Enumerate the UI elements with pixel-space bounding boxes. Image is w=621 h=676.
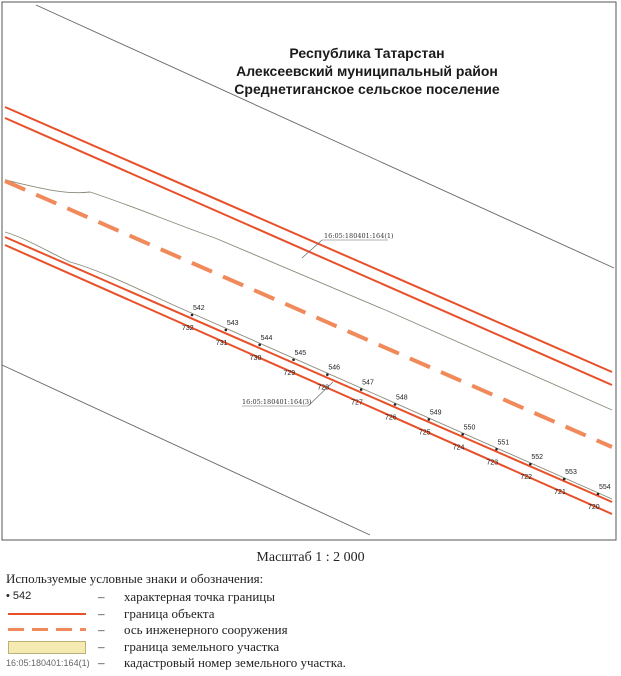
title-line-district: Алексеевский муниципальный район <box>236 63 498 79</box>
legend-row-parcel-boundary <box>6 639 616 656</box>
point-label-lower: 732 <box>182 325 194 332</box>
point-label-upper: 552 <box>531 454 544 462</box>
point-label-lower: 722 <box>520 474 533 482</box>
point-label-lower: 725 <box>418 429 431 437</box>
point-label-upper: 542 <box>193 305 205 312</box>
engineering-axis-line <box>5 181 612 447</box>
parcel-boundary-upper <box>5 180 612 410</box>
point-label-upper: 550 <box>463 424 476 432</box>
legend-cadastral-symbol: 16:05:180401:164(1) <box>6 658 90 668</box>
point-label-upper: 551 <box>497 439 510 447</box>
point-label-upper: 553 <box>565 469 577 477</box>
svg-text:16:05:180401:164(1): 16:05:180401:164(1) <box>324 232 394 240</box>
boundary-point-551 <box>495 448 498 451</box>
legend-dash: – <box>98 638 105 654</box>
legend-parcel-boundary-symbol <box>6 639 86 655</box>
point-label-upper: 549 <box>429 409 442 417</box>
legend-dash: – <box>98 622 105 637</box>
boundary-point-548 <box>394 403 397 406</box>
legend-text-engineering-axis: ось инженерного сооружения <box>124 622 288 637</box>
legend-object-boundary-symbol <box>6 606 86 622</box>
point-label-upper: 548 <box>396 394 408 402</box>
point-label-lower: 728 <box>317 384 330 392</box>
parcel-boundary-lower <box>5 232 612 499</box>
point-label-upper: 544 <box>260 334 273 342</box>
title-line-settlement: Среднетиганское сельское поселение <box>234 81 500 97</box>
bottom-diagonal-boundary <box>2 365 370 535</box>
boundary-point-546 <box>326 373 329 376</box>
point-label-lower: 726 <box>385 414 397 422</box>
point-label-lower: 723 <box>486 459 499 467</box>
point-label-lower: 724 <box>452 444 465 452</box>
title-line-republic: Республика Татарстан <box>289 45 445 61</box>
point-label-upper: 554 <box>599 484 611 491</box>
point-label-lower: 729 <box>283 369 296 377</box>
boundary-point-547 <box>360 388 363 391</box>
object-boundary-line-2 <box>5 118 612 385</box>
legend-engineering-axis-symbol <box>6 622 86 638</box>
boundary-point-544 <box>258 344 261 347</box>
legend-dash: – <box>98 605 105 621</box>
legend-text-cadastral-number: кадастровый номер земельного участка. <box>124 655 346 670</box>
legend-text-point: характерная точка границы <box>124 589 275 604</box>
boundary-point-545 <box>292 358 295 361</box>
point-label-lower: 730 <box>249 354 262 362</box>
point-label-upper: 543 <box>226 319 239 327</box>
boundary-point-549 <box>428 418 431 421</box>
point-label-lower: 731 <box>215 339 228 347</box>
legend-text-object-boundary: граница объекта <box>124 605 215 621</box>
map-title <box>234 45 500 97</box>
legend <box>6 571 616 672</box>
legend-dash: – <box>98 589 105 604</box>
legend-point-symbol: • 542 <box>6 590 32 602</box>
boundary-point-550 <box>461 433 464 436</box>
legend-text-parcel-boundary: граница земельного участка <box>124 638 280 654</box>
scale-text: Масштаб 1 : 2 000 <box>256 550 365 565</box>
boundary-point-554 <box>597 493 600 496</box>
point-label-upper: 545 <box>294 349 307 357</box>
object-boundary-line-1 <box>5 107 612 372</box>
legend-row-cadastral-number <box>6 655 616 672</box>
svg-text:16:05:180401:164(3): 16:05:180401:164(3) <box>242 398 312 406</box>
point-label-lower: 727 <box>351 399 363 407</box>
point-label-lower: 721 <box>554 489 566 497</box>
point-label-upper: 546 <box>328 364 341 372</box>
point-label-lower: 720 <box>588 504 600 511</box>
point-label-upper: 547 <box>362 379 374 387</box>
boundary-point-543 <box>225 329 228 332</box>
legend-title: Используемые условные знаки и обозначения: <box>6 571 264 586</box>
boundary-point-542 <box>191 314 194 317</box>
boundary-point-552 <box>529 463 532 466</box>
legend-dash: – <box>98 655 105 670</box>
legend-row-point <box>6 589 616 606</box>
legend-row-object-boundary <box>6 606 616 623</box>
legend-row-engineering-axis <box>6 622 616 639</box>
boundary-point-553 <box>563 478 566 481</box>
